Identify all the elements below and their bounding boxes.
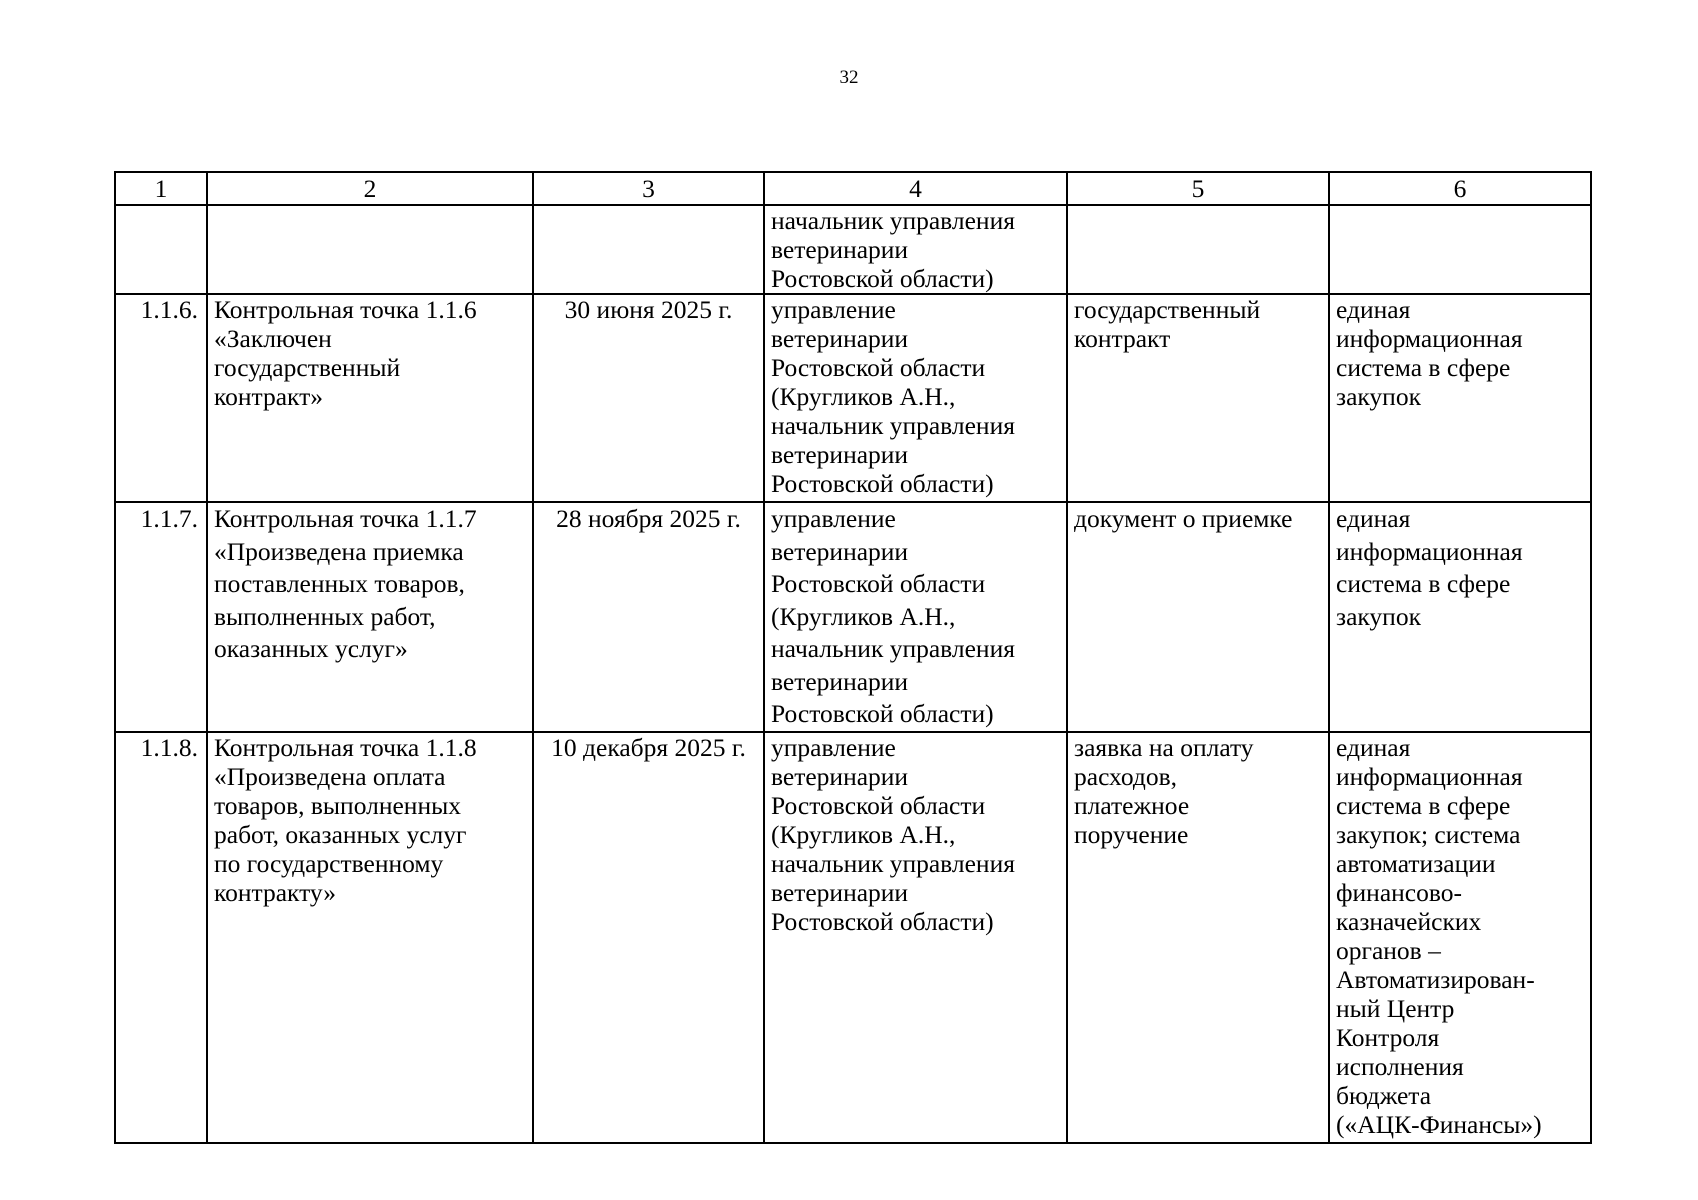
column-header: 2 <box>207 172 533 205</box>
row-responsible-cell <box>764 732 1067 1143</box>
row-document-cell <box>1067 205 1329 294</box>
cell-line: система в сфере <box>1336 790 1511 820</box>
cell-line: контракт» <box>214 382 323 411</box>
cell-line: ветеринарии <box>771 877 909 907</box>
row-date-cell: 30 июня 2025 г. <box>533 294 764 502</box>
cell-line: Контрольная точка 1.1.7 <box>214 504 477 533</box>
cell-line: документ о приемке <box>1074 504 1293 533</box>
row-name-cell <box>207 294 533 502</box>
cell-line: закупок <box>1336 601 1421 631</box>
row-name-cell <box>207 502 533 732</box>
cell-line: государственный <box>214 353 401 382</box>
row-date-cell <box>533 205 764 294</box>
table-row <box>115 294 1591 502</box>
cell-line: органов – <box>1336 935 1441 965</box>
cell-line: («АЦК-Финансы») <box>1336 1109 1542 1139</box>
row-system-cell <box>1329 294 1591 502</box>
column-header: 5 <box>1067 172 1329 205</box>
table-row <box>115 502 1591 732</box>
row-name-cell <box>207 732 533 1143</box>
row-number-cell: 1.1.7. <box>115 502 207 732</box>
cell-line: система в сфере <box>1336 569 1511 598</box>
cell-line: информационная <box>1336 536 1523 566</box>
cell-line: начальник управления <box>771 848 1015 878</box>
cell-line: товаров, выполненных <box>214 790 461 820</box>
cell-line: Ростовской области <box>771 353 986 382</box>
cell-line: финансово- <box>1336 877 1462 907</box>
cell-line: начальник управления <box>771 411 1015 440</box>
cell-line: «Заключен <box>214 324 332 353</box>
cell-line: Контрольная точка 1.1.6 <box>214 295 477 324</box>
cell-line: казначейских <box>1336 906 1482 936</box>
cell-line: Ростовской области) <box>771 699 994 728</box>
row-document-cell <box>1067 502 1329 732</box>
row-number-cell: 1.1.8. <box>115 732 207 1143</box>
cell-line: Контроля <box>1336 1022 1440 1052</box>
cell-line: по государственному <box>214 848 444 878</box>
cell-line: информационная <box>1336 761 1523 791</box>
cell-line: единая <box>1336 732 1411 762</box>
cell-line: Ростовской области) <box>771 264 994 293</box>
row-system-cell <box>1329 732 1591 1143</box>
cell-line: поставленных товаров, <box>214 569 465 598</box>
cell-line: начальник управления <box>771 206 1015 235</box>
page-number: 32 <box>839 67 859 88</box>
cell-line: ветеринарии <box>771 235 909 264</box>
cell-line: информационная <box>1336 324 1523 353</box>
row-responsible-cell <box>764 502 1067 732</box>
cell-line: контракту» <box>214 877 337 907</box>
cell-line: единая <box>1336 295 1411 324</box>
cell-line: Ростовской области) <box>771 906 994 936</box>
cell-line: ветеринарии <box>771 440 909 469</box>
cell-line: бюджета <box>1336 1080 1432 1110</box>
cell-line: закупок; система <box>1336 819 1521 849</box>
cell-line: система в сфере <box>1336 353 1511 382</box>
cell-line: ветеринарии <box>771 666 909 696</box>
cell-line: «Произведена приемка <box>214 536 464 566</box>
cell-line: ветеринарии <box>771 761 909 791</box>
cell-line: исполнения <box>1336 1051 1464 1081</box>
column-header: 3 <box>533 172 764 205</box>
row-date-cell: 28 ноября 2025 г. <box>533 502 764 732</box>
cell-line: Ростовской области <box>771 790 986 820</box>
cell-line: работ, оказанных услуг <box>214 819 467 849</box>
column-header: 4 <box>764 172 1067 205</box>
cell-line: управление <box>771 504 896 533</box>
cell-line: контракт <box>1074 324 1171 353</box>
cell-line: поручение <box>1074 819 1189 849</box>
row-responsible-cell <box>764 205 1067 294</box>
cell-line: расходов, <box>1074 761 1177 791</box>
table-header-row <box>115 172 1591 205</box>
column-header: 1 <box>115 172 207 205</box>
cell-line: Ростовской области) <box>771 469 994 498</box>
row-number-cell <box>115 205 207 294</box>
column-header: 6 <box>1329 172 1591 205</box>
cell-line: ный Центр <box>1336 993 1455 1023</box>
cell-line: (Кругликов А.Н., <box>771 382 956 411</box>
cell-line: государственный <box>1074 295 1261 324</box>
cell-line: ветеринарии <box>771 536 909 566</box>
cell-line: управление <box>771 295 896 324</box>
cell-line: автоматизации <box>1336 848 1496 878</box>
cell-line: единая <box>1336 504 1411 533</box>
row-system-cell <box>1329 205 1591 294</box>
table-row <box>115 732 1591 1143</box>
row-responsible-cell <box>764 294 1067 502</box>
row-number-cell: 1.1.6. <box>115 294 207 502</box>
cell-line: Ростовской области <box>771 569 986 598</box>
cell-line: заявка на оплату <box>1074 732 1254 762</box>
row-document-cell <box>1067 732 1329 1143</box>
cell-line: Автоматизирован- <box>1336 964 1535 994</box>
row-name-cell <box>207 205 533 294</box>
cell-line: выполненных работ, <box>214 601 436 631</box>
row-system-cell <box>1329 502 1591 732</box>
cell-line: оказанных услуг» <box>214 634 408 663</box>
row-date-cell: 10 декабря 2025 г. <box>533 732 764 1143</box>
row-document-cell <box>1067 294 1329 502</box>
cell-line: управление <box>771 732 896 762</box>
cell-line: (Кругликов А.Н., <box>771 601 956 631</box>
cell-line: закупок <box>1336 382 1421 411</box>
cell-line: платежное <box>1074 790 1190 820</box>
cell-line: «Произведена оплата <box>214 761 446 791</box>
table-row <box>115 205 1591 294</box>
cell-line: Контрольная точка 1.1.8 <box>214 732 477 762</box>
cell-line: ветеринарии <box>771 324 909 353</box>
cell-line: начальник управления <box>771 634 1015 663</box>
control-points-table <box>114 171 1592 1144</box>
cell-line: (Кругликов А.Н., <box>771 819 956 849</box>
